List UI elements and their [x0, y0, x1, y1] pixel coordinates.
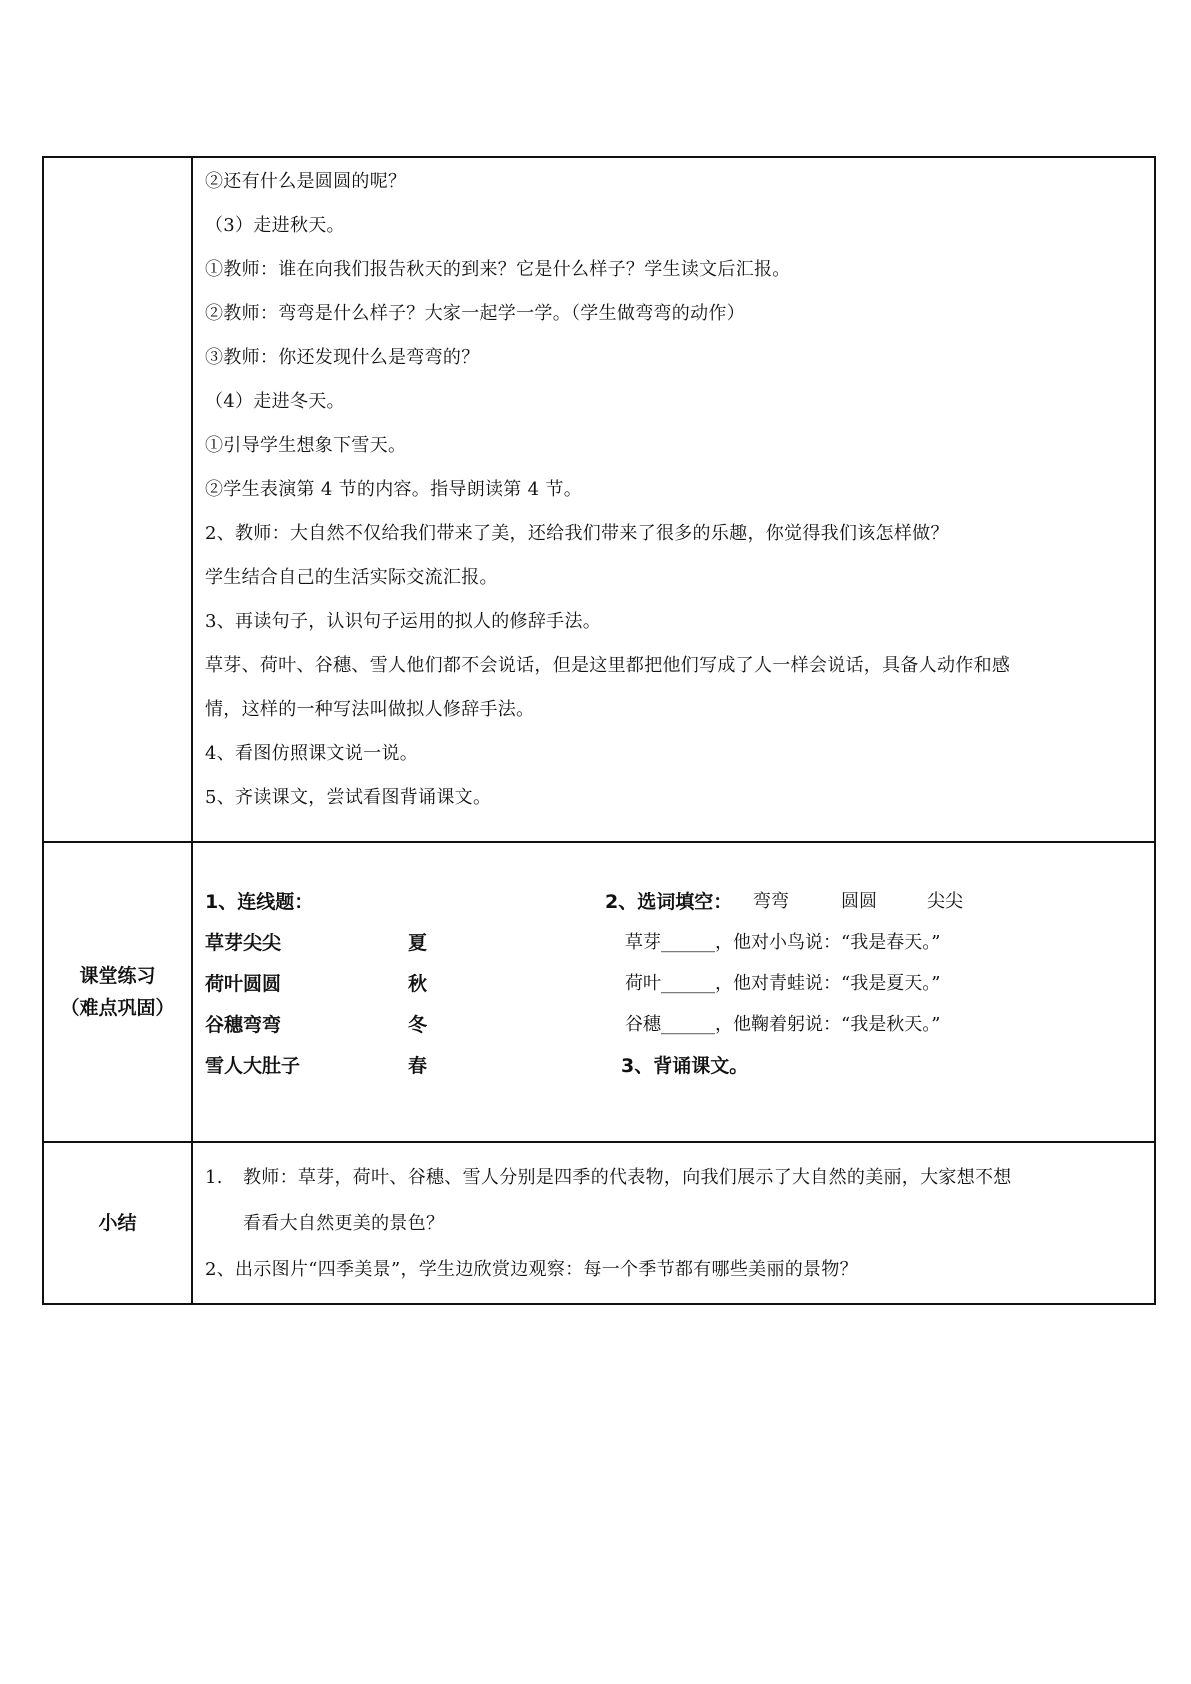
body-line: 3、再读句子，认识句子运用的拟人的修辞手法。 — [205, 611, 602, 632]
fill-blank-sentence: 荷叶______，他对青蛙说：“我是夏天。” — [625, 973, 941, 994]
matching-right-item: 秋 — [408, 973, 428, 995]
summary-item-number: 1. — [205, 1167, 223, 1188]
summary-item-text: 教师：草芽，荷叶、谷穗、雪人分别是四季的代表物，向我们展示了大自然的美丽，大家想不想 — [243, 1167, 1012, 1188]
matching-right-item: 夏 — [408, 932, 428, 954]
exercise-row — [43, 842, 1155, 1142]
body-line: ②还有什么是圆圆的呢？ — [205, 171, 407, 192]
matching-right-item: 春 — [408, 1055, 428, 1077]
body-line: （4）走进冬天。 — [205, 391, 345, 412]
body-line: ②教师：弯弯是什么样子？大家一起学一学。（学生做弯弯的动作） — [205, 303, 745, 324]
fill-blank-sentence: 草芽______，他对小鸟说：“我是春天。” — [625, 932, 941, 953]
matching-left-item: 荷叶圆圆 — [205, 973, 282, 995]
word-option: 尖尖 — [927, 891, 963, 912]
exercise-sublabel: （难点巩固） — [60, 997, 175, 1019]
matching-left-item: 草芽尖尖 — [205, 932, 282, 954]
exercise-label: 课堂练习 — [79, 965, 156, 987]
body-line: 草芽、荷叶、谷穗、雪人他们都不会说话，但是这里都把他们写成了人一样会说话，具备人动作和感 — [205, 655, 1011, 676]
body-line: 学生结合自己的生活实际交流汇报。 — [205, 567, 498, 588]
process-label-cell — [43, 157, 192, 842]
fill-blank-title: 2、选词填空： — [605, 891, 733, 913]
word-option: 圆圆 — [841, 891, 877, 912]
process-content-cell — [192, 157, 1155, 842]
exercise-label-cell — [43, 842, 192, 1142]
summary-label-cell — [43, 1142, 192, 1304]
summary-content-cell — [192, 1142, 1155, 1304]
body-line: ③教师：你还发现什么是弯弯的？ — [205, 347, 480, 368]
summary-row — [43, 1142, 1155, 1304]
matching-title: 1、连线题： — [205, 891, 314, 913]
body-line: 情，这样的一种写法叫做拟人修辞手法。 — [205, 699, 535, 720]
matching-left-item: 谷穗弯弯 — [205, 1014, 282, 1036]
lesson-plan-table — [42, 156, 1156, 1305]
summary-item: 2、出示图片“四季美景”，学生边欣赏边观察：每一个季节都有哪些美丽的景物？ — [205, 1259, 858, 1280]
body-line: 5、齐读课文，尝试看图背诵课文。 — [205, 787, 492, 808]
fill-blank-sentence: 谷穗______，他鞠着躬说：“我是秋天。” — [625, 1014, 941, 1035]
body-line: 4、看图仿照课文说一说。 — [205, 743, 419, 764]
summary-item — [205, 1155, 1154, 1201]
recite-task: 3、背诵课文。 — [621, 1055, 749, 1077]
summary-item-continuation: 看看大自然更美的景色？ — [243, 1213, 445, 1234]
body-line: ①引导学生想象下雪天。 — [205, 435, 407, 456]
body-line: ①教师：谁在向我们报告秋天的到来？它是什么样子？学生读文后汇报。 — [205, 259, 791, 280]
body-line: 2、教师：大自然不仅给我们带来了美，还给我们带来了很多的乐趣，你觉得我们该怎样做？ — [205, 523, 949, 544]
matching-right-item: 冬 — [408, 1014, 428, 1036]
teaching-process-row — [43, 157, 1155, 842]
exercise-content-cell — [192, 842, 1155, 1142]
body-line: ②学生表演第 4 节的内容。指导朗读第 4 节。 — [205, 479, 582, 500]
body-line: （3）走进秋天。 — [205, 215, 345, 236]
matching-left-item: 雪人大肚子 — [205, 1055, 301, 1077]
word-option: 弯弯 — [753, 891, 789, 912]
summary-label: 小结 — [98, 1212, 137, 1234]
